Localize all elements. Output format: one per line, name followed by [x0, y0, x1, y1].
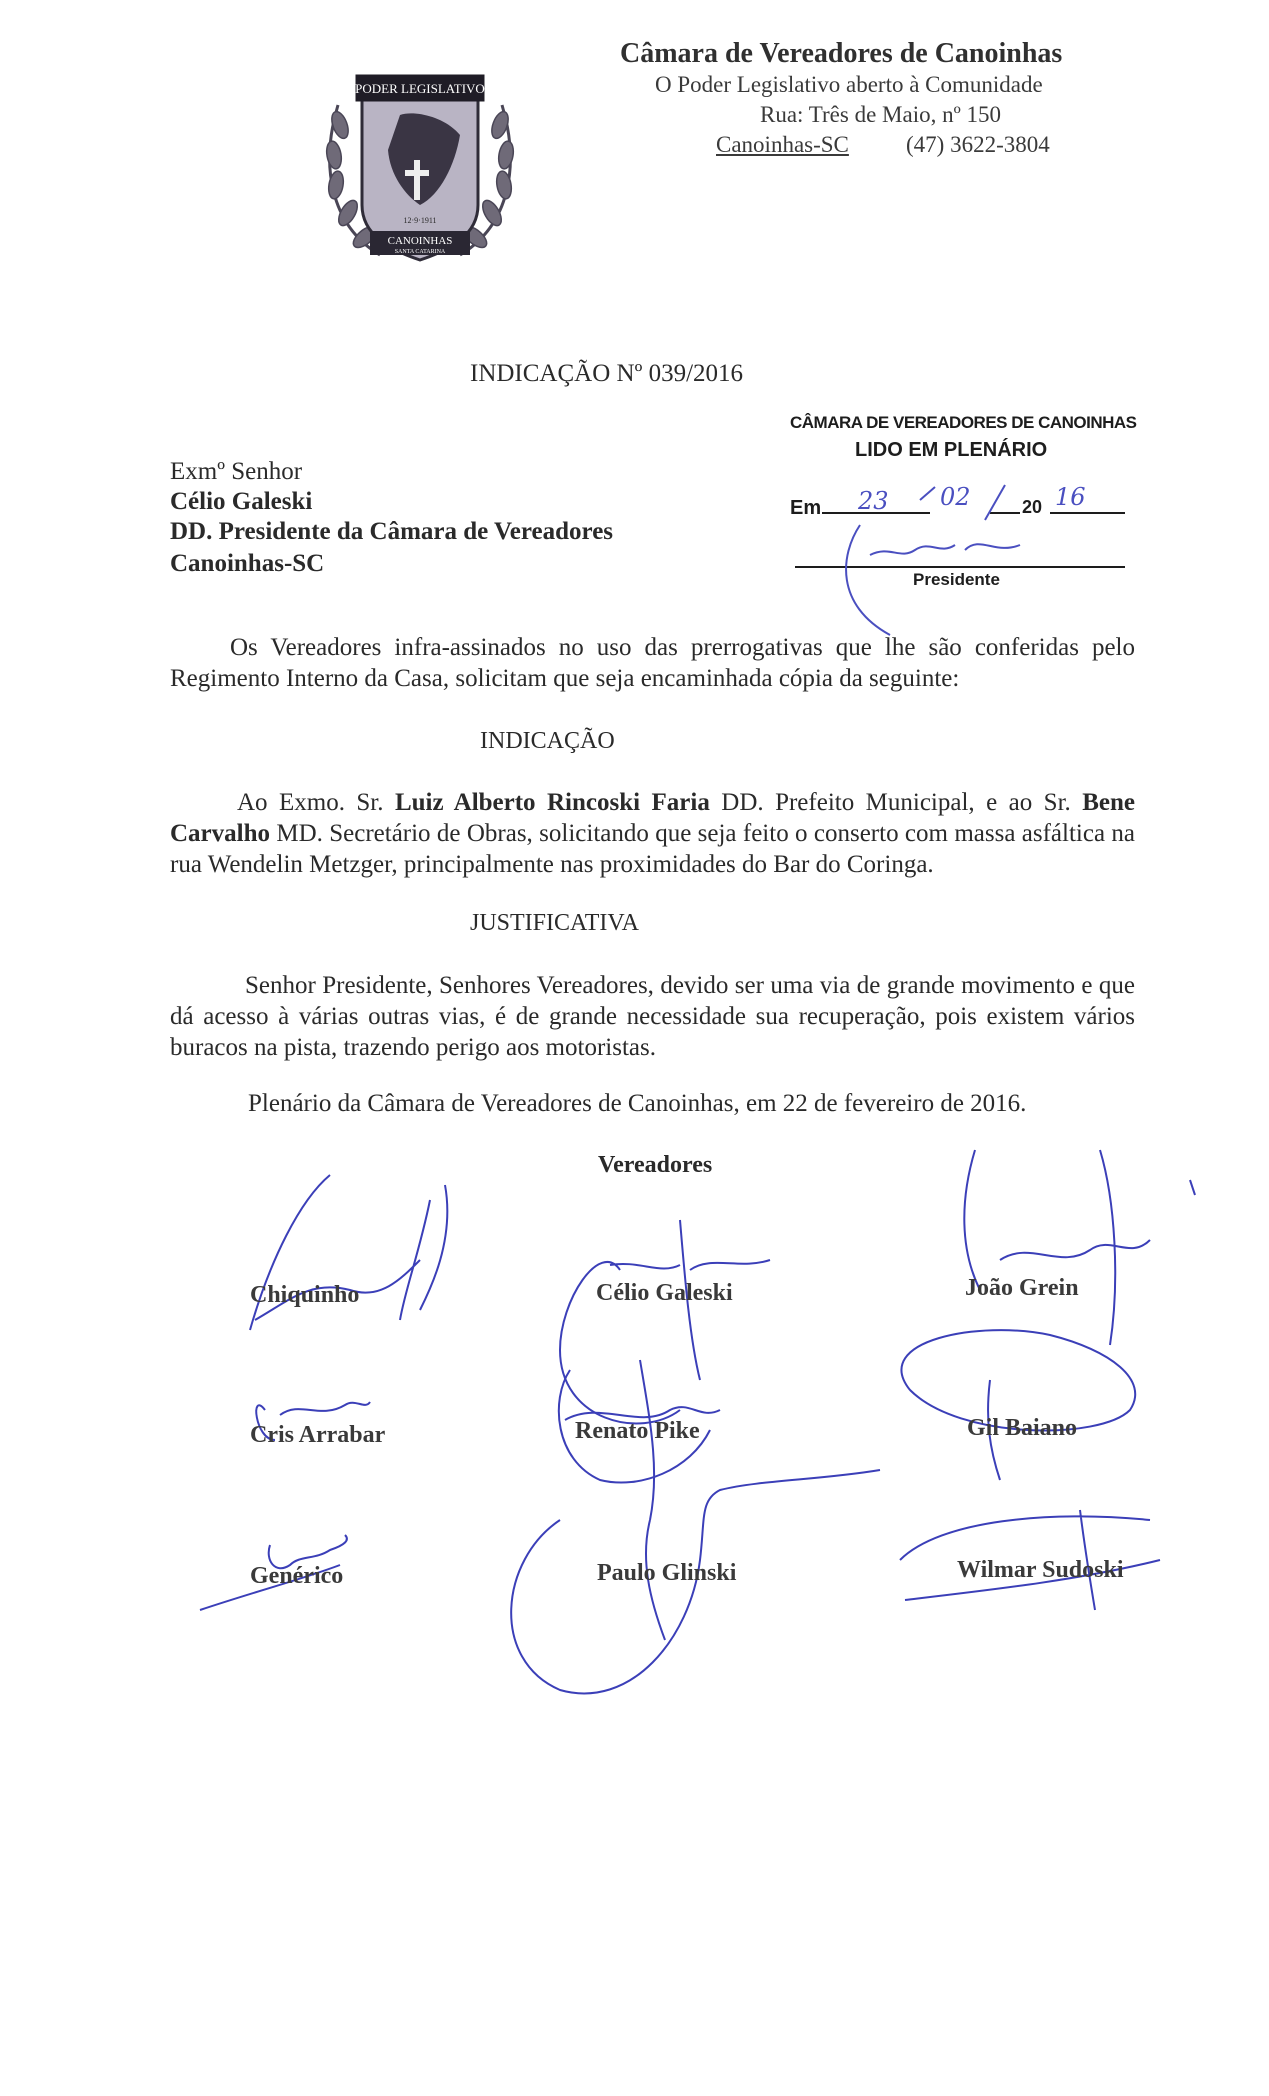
signatory-name: Wilmar Sudoski: [957, 1557, 1124, 1583]
signatory-name: Paulo Glinski: [597, 1560, 737, 1586]
signatory-name: Genérico: [250, 1563, 344, 1589]
document-title: INDICAÇÃO Nº 039/2016: [470, 360, 744, 387]
justificativa-paragraph: Senhor Presidente, Senhores Vereadores, devido ser uma via de grande movimento e que dá acesso à várias outras vias, é de grande necessidade sua recuperação, pois existem vários buracos na pista, trazendo perigo aos motoristas.: [170, 972, 1135, 1061]
logo-state-text: SANTA CATARINA: [394, 249, 446, 255]
indicacao-text-c: MD. Secretário de Obras, solicitando que seja feito o conserto com massa asfáltica na rua Wendelin Metzger, principalmente nas proximidades do Bar do Coringa.: [170, 820, 1135, 878]
header-phone: (47) 3622-3804: [906, 132, 1050, 157]
vereadores-heading: Vereadores: [598, 1152, 713, 1178]
logo-city-text: CANOINHAS: [387, 235, 453, 247]
signatory-name: João Grein: [965, 1275, 1079, 1301]
addressee-salutation: Exmº Senhor: [170, 458, 303, 485]
indicacao-text-b: DD. Prefeito Municipal, e ao Sr.: [709, 789, 1083, 816]
secretary-name: Bene Carvalho: [170, 789, 1135, 847]
header-city: Canoinhas-SC: [716, 132, 849, 157]
justificativa-heading: JUSTIFICATIVA: [470, 910, 639, 936]
mayor-name: Luiz Alberto Rincoski Faria: [394, 789, 710, 816]
stamp-year-suffix: 16: [1055, 483, 1086, 511]
intro-paragraph: Os Vereadores infra-assinados no uso das prerrogativas que lhe são conferidas pelo Regimento Interno da Casa, solicitam que seja encaminhada cópia da seguinte:: [170, 634, 1135, 692]
signatory-name: Renato Pike: [575, 1418, 700, 1444]
indicacao-text-a: Ao Exmo. Sr.: [237, 789, 395, 816]
header-address: Rua: Três de Maio, nº 150: [760, 102, 1001, 127]
signatory-name: Chiquinho: [250, 1282, 360, 1308]
addressee-city: Canoinhas-SC: [170, 550, 325, 577]
indicacao-heading: INDICAÇÃO: [480, 728, 615, 754]
stamp-day: 23: [858, 487, 889, 515]
logo-banner-text: PODER LEGISLATIVO: [355, 81, 485, 96]
header-title: Câmara de Vereadores de Canoinhas: [620, 38, 1063, 69]
addressee-name: Célio Galeski: [170, 488, 313, 515]
closing-line: Plenário da Câmara de Vereadores de Canoinhas, em 22 de fevereiro de 2016.: [248, 1090, 1027, 1117]
logo-year-text: 12·9·1911: [403, 216, 437, 225]
stamp-read-label: LIDO EM PLENÁRIO: [855, 439, 1048, 461]
stamp-month: 02: [940, 483, 971, 511]
stamp-president-label: Presidente: [913, 570, 1000, 589]
stamp-date-label: Em: [790, 497, 822, 519]
signatory-name: Gil Baiano: [967, 1415, 1078, 1441]
signatory-name: Cris Arrabar: [250, 1422, 386, 1448]
header-motto: O Poder Legislativo aberto à Comunidade: [655, 72, 1043, 97]
stamp-chamber-name: CÂMARA DE VEREADORES DE CANOINHAS: [790, 413, 1137, 432]
signatory-name: Célio Galeski: [596, 1280, 733, 1306]
stamp-year-prefix: 20: [1022, 497, 1043, 517]
addressee-role: DD. Presidente da Câmara de Vereadores: [170, 518, 614, 545]
